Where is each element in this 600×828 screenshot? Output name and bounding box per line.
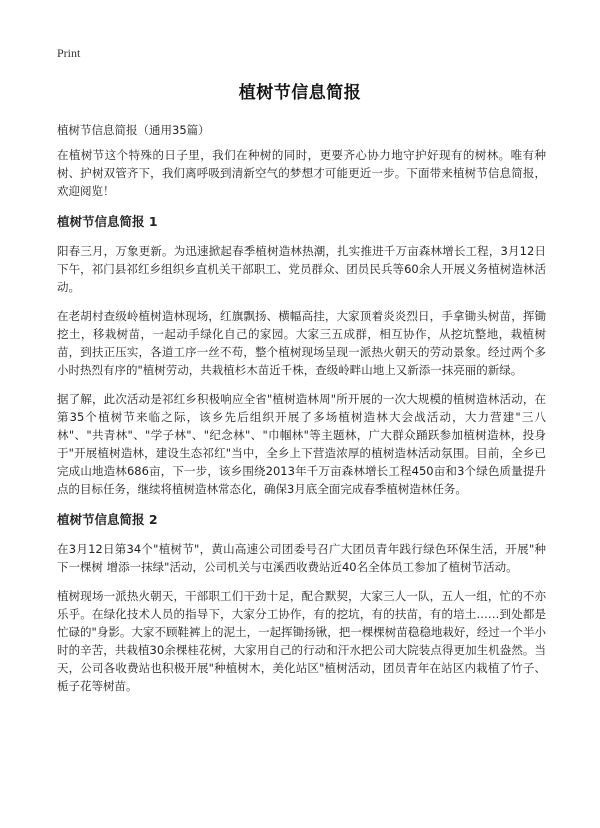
page-title: 植树节信息简报 [238, 83, 362, 103]
section-2-paragraph-2: 植树现场一派热火朝天，干部职工们干劲十足，配合默契，大家三人一队，五人一组，忙的不亦乐乎。在绿化技术人员的指导下，大家分工协作，有的挖坑，有的扶苗，有的培土……到处都是忙碌的"身影。大家不顾鞋裤上的泥土，一起挥锄扬锹，把一棵棵树苗稳稳地栽好，经过一个半小时的辛苦，共栽植30余棵桂花树，大家用自己的行动和汗水把公司大院装点得更加生机盎然。当天，公司各收费站也积极开展"种植树木，美化站区"植树活动，团员青年在站区内栽植了竹子、栀子花等树苗。 [57, 589, 546, 693]
section-1-paragraph-3: 据了解，此次活动是祁红乡积极响应全省"植树造林周"所开展的一次大规模的植树造林活动，在第35个植树节来临之际，该乡先后组织开展了多场植树造林大会战活动，大力营建"三八林"、"共青林"、"学子林"、"纪念林"、"巾帼林"等主题林，广大群众踊跃参加植树造林，投身于"开展植树造林，建设生态祁红"当中，全乡上下营造浓厚的植树造林活动氛围。目前，全乡已完成山地造林686亩，下一步，该乡围绕2013年千万亩森林增长工程450亩和3个绿色质量提升点的目标任务，继续将植树造林常态化，确保3月底全面完成春季植树造林任务。 [57, 392, 546, 496]
section-2-paragraph-1: 在3月12日第34个"植树节"，黄山高速公司团委号召广大团员青年践行绿色环保生活，开展"种下一棵树 增添一抹绿"活动，公司机关与屯溪西收费站近40名全体员工参加了植树节活动。 [57, 542, 546, 574]
section-heading-1: 植树节信息简报 1 [57, 214, 158, 229]
section-1-paragraph-2: 在老胡村查级岭植树造林现场，红旗飘扬、横幅高挂，大家顶着炎炎烈日，手拿锄头树苗，挥锄挖土，移栽树苗，一起动手绿化自己的家园。大家三五成群，相互协作，从挖坑整地，栽植树苗，到扶正压实，各道工序一丝不苟，整个植树现场呈现一派热火朝天的劳动景象。经过两个多小时热烈有序的"植树劳动，共栽植杉木苗近千株，查级岭畔山地上又新添一抹亮丽的新绿。 [57, 309, 546, 377]
section-heading-2: 植树节信息简报 2 [57, 512, 158, 527]
document-body [57, 122, 546, 706]
document-subtitle: 植树节信息简报（通用35篇） [57, 123, 210, 137]
print-label[interactable]: Print [57, 46, 81, 60]
section-1-paragraph-1: 阳春三月，万象更新。为迅速掀起春季植树造林热潮，扎实推进千万亩森林增长工程，3月12日下午，祁门县祁红乡组织乡直机关干部职工、党员群众、团员民兵等60余人开展义务植树造林活动。 [57, 244, 546, 294]
intro-paragraph: 在植树节这个特殊的日子里，我们在种树的同时，更要齐心协力地守护好现有的树林。唯有种树、护树双管齐下，我们离呼吸到清新空气的梦想才可能更近一步。下面带来植树节信息简报，欢迎阅览！ [57, 148, 546, 198]
